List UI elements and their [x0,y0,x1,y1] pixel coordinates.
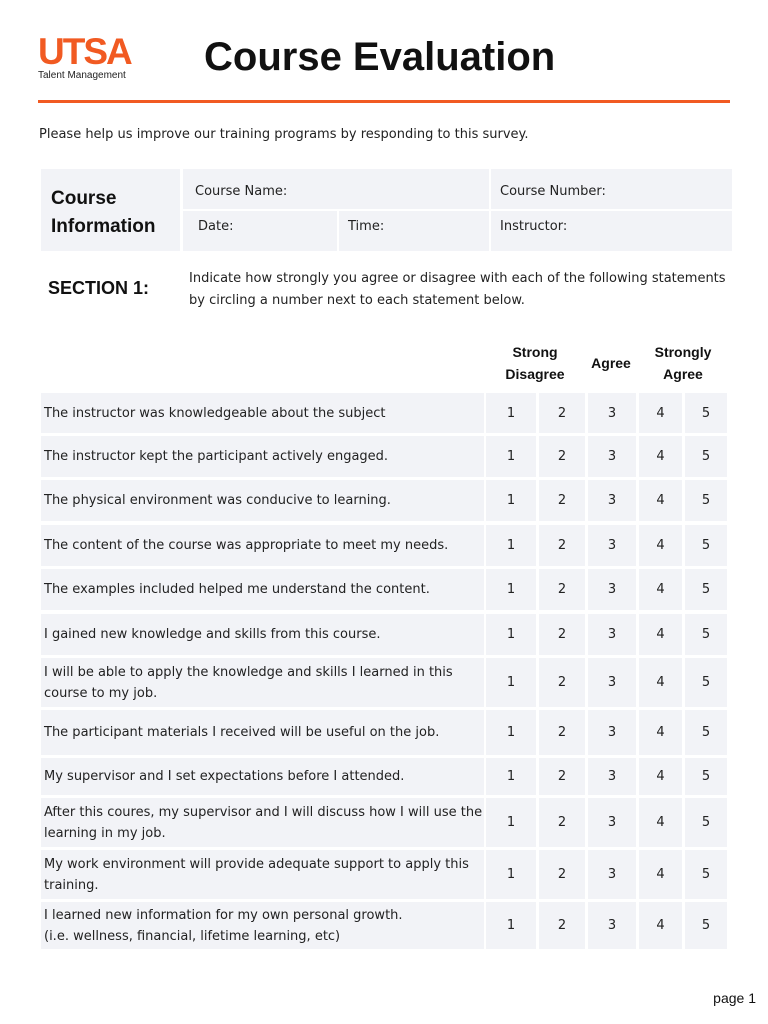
statement-line1: I gained new knowledge and skills from this course. [44,627,381,642]
header-strongly-agree-line1: Strongly [654,344,712,360]
rating-option-2[interactable]: 2 [539,658,585,707]
statement-line1: I will be able to apply the knowledge and skills I learned in this [44,664,453,680]
statement-text [44,722,439,743]
statement-line1: The content of the course was appropriate to meet my needs. [44,538,449,553]
statement-line1: The instructor was knowledgeable about the subject [44,405,386,421]
rating-option-5[interactable]: 5 [685,798,727,847]
rating-option-4[interactable]: 4 [639,480,682,521]
rating-option-5[interactable]: 5 [685,480,727,521]
rating-option-5[interactable]: 5 [685,902,727,949]
rating-option-5[interactable]: 5 [685,393,727,433]
rating-option-2[interactable]: 2 [539,480,585,521]
statement-line2: training. [44,877,99,893]
date-field[interactable] [183,211,337,251]
course-number-label: Course Number: [500,184,606,199]
rating-option-3[interactable]: 3 [588,798,636,847]
statement-12 [41,902,484,949]
rating-option-4[interactable]: 4 [639,798,682,847]
header-divider [38,100,730,103]
rating-option-2[interactable]: 2 [539,710,585,755]
statement-text [44,854,469,896]
statement-line2: course to my job. [44,685,158,701]
rating-option-5[interactable]: 5 [685,436,727,477]
rating-option-3[interactable]: 3 [588,525,636,566]
statement-text [44,624,380,645]
rating-option-1[interactable]: 1 [486,850,536,899]
rating-option-4[interactable]: 4 [639,658,682,707]
statement-1 [41,393,484,433]
course-name-label: Course Name: [195,184,288,199]
statement-3 [41,480,484,521]
rating-option-2[interactable]: 2 [539,850,585,899]
instructor-field[interactable] [491,211,732,251]
rating-option-1[interactable]: 1 [486,480,536,521]
statement-text [44,905,403,947]
rating-option-1[interactable]: 1 [486,710,536,755]
rating-option-3[interactable]: 3 [588,902,636,949]
intro-text: Please help us improve our training programs by responding to this survey. [39,127,529,142]
statement-2 [41,436,484,477]
header-strongly-agree [645,341,721,385]
rating-option-5[interactable]: 5 [685,569,727,610]
statement-11 [41,850,484,899]
page-title: Course Evaluation [204,35,556,79]
course-number-field[interactable] [491,169,732,209]
rating-option-2[interactable]: 2 [539,569,585,610]
rating-option-2[interactable]: 2 [539,758,585,795]
rating-option-4[interactable]: 4 [639,758,682,795]
statement-text [44,766,404,787]
rating-option-5[interactable]: 5 [685,614,727,655]
rating-option-3[interactable]: 3 [588,850,636,899]
statement-text [44,403,385,424]
rating-option-1[interactable]: 1 [486,525,536,566]
rating-option-1[interactable]: 1 [486,658,536,707]
rating-option-5[interactable]: 5 [685,525,727,566]
rating-option-5[interactable]: 5 [685,710,727,755]
statement-line1: I learned new information for my own personal growth. [44,907,403,923]
rating-option-3[interactable]: 3 [588,480,636,521]
section-1-label: SECTION 1: [48,278,150,298]
instructor-label: Instructor: [500,219,568,234]
statement-line1: The examples included helped me understand the content. [44,582,430,597]
rating-option-4[interactable]: 4 [639,569,682,610]
statement-text [44,446,388,467]
rating-option-1[interactable]: 1 [486,758,536,795]
course-info-heading: Course Information [51,188,156,237]
header-strongly-agree-line2: Agree [663,366,703,382]
section-1-description: Indicate how strongly you agree or disagree with each of the following statements by circling a number next to each statement below. [189,271,726,308]
rating-option-3[interactable]: 3 [588,614,636,655]
rating-option-5[interactable]: 5 [685,758,727,795]
rating-option-4[interactable]: 4 [639,393,682,433]
header-agree: Agree [591,355,631,371]
rating-option-4[interactable]: 4 [639,436,682,477]
utsa-logo [38,31,148,82]
course-name-field[interactable] [183,169,489,209]
rating-option-1[interactable]: 1 [486,569,536,610]
rating-option-3[interactable]: 3 [588,658,636,707]
rating-option-3[interactable]: 3 [588,710,636,755]
statement-5 [41,569,484,610]
statement-line1: The instructor kept the participant actively engaged. [44,449,389,464]
rating-option-2[interactable]: 2 [539,525,585,566]
rating-option-4[interactable]: 4 [639,614,682,655]
rating-option-2[interactable]: 2 [539,798,585,847]
statement-9 [41,758,484,795]
statement-text [44,802,482,844]
rating-option-2[interactable]: 2 [539,393,585,433]
statement-line1: My work environment will provide adequate support to apply this [44,856,469,872]
statement-line1: The participant materials I received will be useful on the job. [44,725,440,740]
rating-option-3[interactable]: 3 [588,569,636,610]
statement-8 [41,710,484,755]
statement-text [44,662,453,704]
rating-option-1[interactable]: 1 [486,393,536,433]
statement-text [44,535,448,556]
rating-option-3[interactable]: 3 [588,758,636,795]
rating-option-2[interactable]: 2 [539,902,585,949]
rating-option-1[interactable]: 1 [486,614,536,655]
header-strong-disagree-line2: Disagree [505,366,565,382]
statement-10 [41,798,484,847]
date-label: Date: [198,219,234,234]
statement-line1: The physical environment was conducive to learning. [44,493,391,508]
rating-option-4[interactable]: 4 [639,850,682,899]
rating-option-4[interactable]: 4 [639,902,682,949]
rating-option-1[interactable]: 1 [486,436,536,477]
statement-4 [41,525,484,566]
rating-option-2[interactable]: 2 [539,614,585,655]
statement-text [44,579,430,600]
time-field[interactable] [339,211,489,251]
rating-option-3[interactable]: 3 [588,393,636,433]
logo-wordmark: UTSA [38,31,131,72]
statement-6 [41,614,484,655]
rating-option-2[interactable]: 2 [539,436,585,477]
header-strong-disagree-line1: Strong [512,344,558,360]
statement-line2: (i.e. wellness, financial, lifetime learning, etc) [44,928,341,944]
statement-text [44,490,391,511]
logo-subtitle: Talent Management [38,70,126,81]
course-info-heading-cell [41,169,180,251]
rating-option-1[interactable]: 1 [486,798,536,847]
header-strong-disagree [495,341,575,385]
time-label: Time: [348,219,385,234]
rating-option-5[interactable]: 5 [685,658,727,707]
rating-option-4[interactable]: 4 [639,710,682,755]
rating-option-3[interactable]: 3 [588,436,636,477]
rating-option-4[interactable]: 4 [639,525,682,566]
statement-line2: learning in my job. [44,825,166,841]
rating-option-1[interactable]: 1 [486,902,536,949]
rating-option-5[interactable]: 5 [685,850,727,899]
statement-line1: After this coures, my supervisor and I will discuss how I will use the [44,804,483,820]
page-number: page 1 [713,990,756,1006]
statement-line1: My supervisor and I set expectations before I attended. [44,769,405,784]
statement-7 [41,658,484,707]
